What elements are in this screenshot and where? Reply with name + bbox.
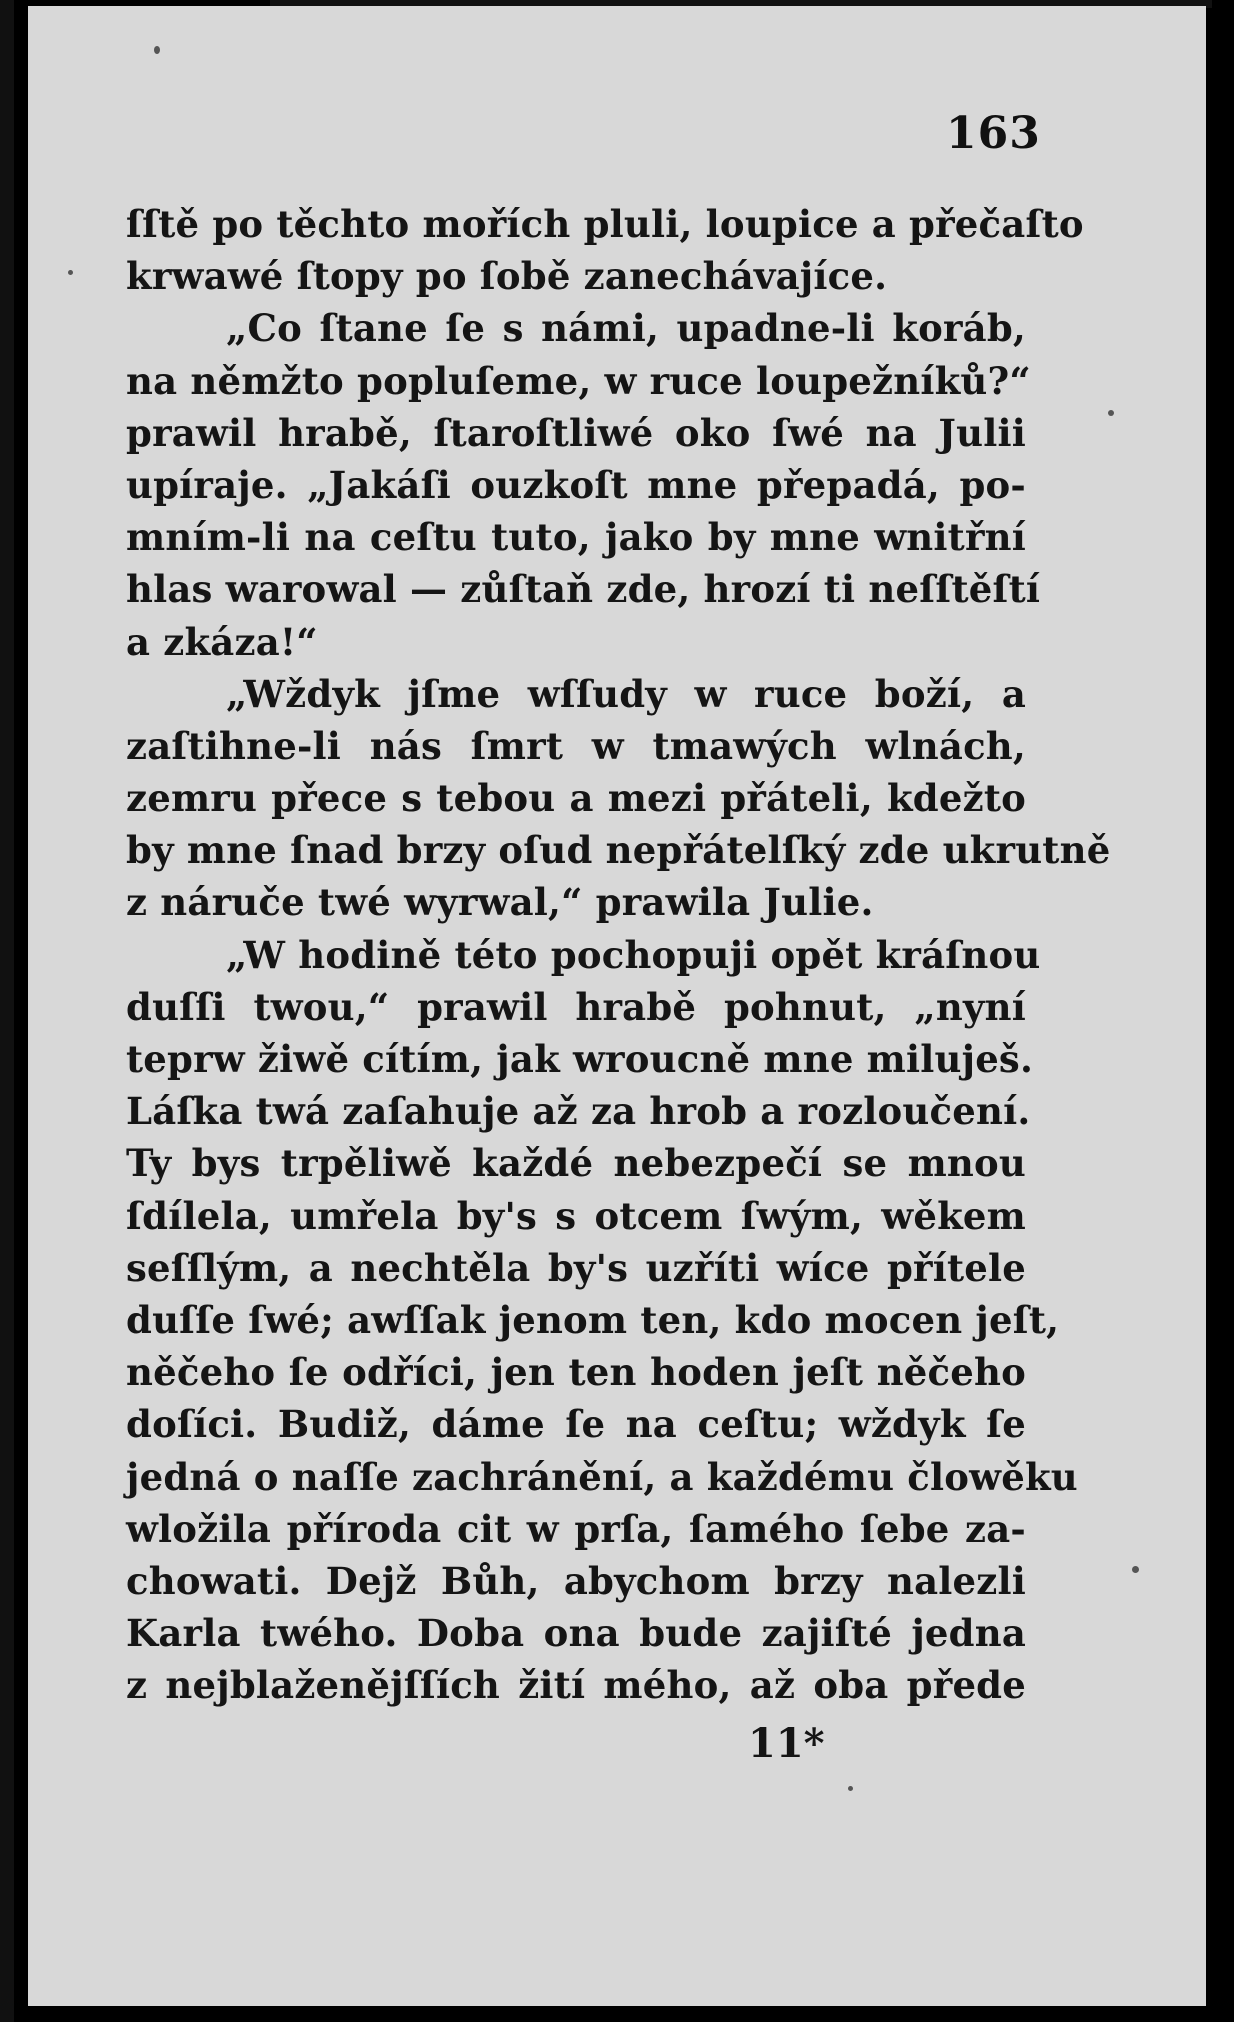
text-line: hlas warowal — zůſtaň zde, hrozí ti neſſtěſtí <box>126 567 1041 612</box>
dust-speck <box>1132 1566 1139 1573</box>
text-line: jedná o naſſe zachránění, a každému člowěku <box>126 1454 1078 1499</box>
text-line: „W hodině této pochopuji opět kráſnou <box>226 932 1041 977</box>
text-line: zaſtihne-li nás ſmrt w tmawých wlnách, <box>126 723 1026 768</box>
page-number: 163 <box>946 108 1041 159</box>
scan-left-edge <box>0 0 14 2022</box>
text-line: duſſe ſwé; awſſak jenom ten, kdo mocen jeſt, <box>126 1297 1060 1342</box>
text-line: wložila příroda cit w prſa, ſamého ſebe za- <box>126 1506 1026 1551</box>
dust-speck <box>1108 410 1114 416</box>
text-line: prawil hrabě, ſtaroſtliwé oko ſwé na Julii <box>126 410 1026 455</box>
text-line: „Co ſtane ſe s námi, upadne-li koráb, <box>226 306 1026 351</box>
text-line: upíraje. „Jakáſi ouzkoſt mne přepadá, po- <box>126 462 1026 507</box>
text-line: na němžto popluſeme, w ruce loupežníků?“ <box>126 358 1031 403</box>
text-line: zemru přece s tebou a mezi přáteli, kdežto <box>126 776 1026 821</box>
printer-signature-mark: 11* <box>748 1720 825 1767</box>
text-line: Láſka twá zaſahuje až za hrob a rozloučení. <box>126 1089 1031 1134</box>
text-line: a zkáza!“ <box>126 619 318 664</box>
text-line: Ty bys trpěliwě každé nebezpečí se mnou <box>126 1141 1026 1186</box>
text-line: seſſlým, a nechtěla by's uzříti wíce přítele <box>126 1245 1026 1290</box>
dust-speck <box>154 46 160 54</box>
text-line: z nejblaženějſſích žití mého, až oba přede <box>126 1663 1026 1708</box>
text-line: Karla twého. Doba ona bude zajiſté jedna <box>126 1611 1026 1656</box>
text-line: by mne ſnad brzy oſud nepřátelſký zde ukrutně <box>126 828 1111 873</box>
text-line: ſſtě po těchto mořích pluli, loupice a přečaſto <box>126 202 1084 246</box>
text-line: ſdílela, umřela by's s otcem ſwým, wěkem <box>126 1193 1026 1238</box>
text-line: doſíci. Budiž, dáme ſe na ceſtu; wždyk ſe <box>126 1402 1026 1447</box>
body-text <box>126 198 1111 1711</box>
text-line: chowati. Dejž Bůh, abychom brzy nalezli <box>126 1558 1026 1603</box>
text-line: „Wždyk jſme wſſudy w ruce boží, a <box>226 671 1026 716</box>
dust-speck <box>68 270 73 275</box>
scan-right-edge <box>1212 0 1234 2022</box>
text-line: něčeho ſe odříci, jen ten hoden jeſt něčeho <box>126 1350 1026 1395</box>
dust-speck <box>848 1786 853 1791</box>
text-line: mním-li na ceſtu tuto, jako by mne wnitřní <box>126 515 1026 560</box>
text-line: krwawé ſtopy po ſobě zanechávajíce. <box>126 254 888 299</box>
text-line: z náruče twé wyrwal,“ prawila Julie. <box>126 880 874 925</box>
text-line: duſſi twou,“ prawil hrabě pohnut, „nyní <box>126 984 1026 1029</box>
text-line: teprw žiwě cítím, jak wroucně mne miluješ. <box>126 1037 1034 1081</box>
